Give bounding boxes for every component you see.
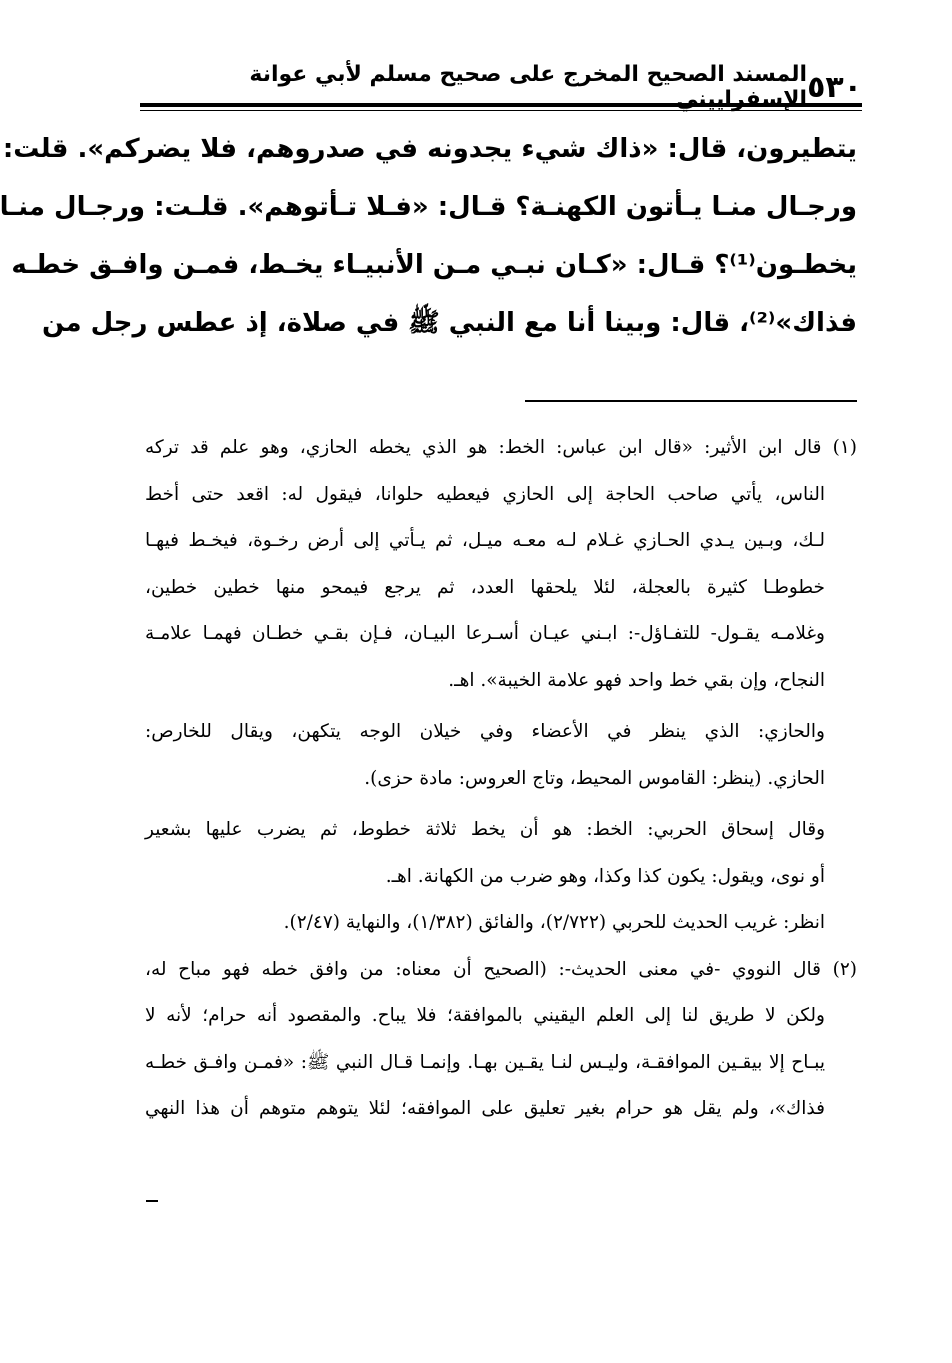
- footnote-separator: [525, 400, 857, 402]
- footnote-line: انظر: غريب الحديث للحربي (٢/٧٢٢)، والفائق (١/٣٨٢)، والنهاية (٢/٤٧).: [283, 912, 825, 933]
- footnote-line: النجاح، وإن بقي خط واحد فهو علامة الخيبة». اهـ.: [448, 669, 825, 691]
- running-title: المسند الصحيح المخرج على صحيح مسلم لأبي عوانة الإسفراييني: [249, 62, 808, 112]
- footnote-line: وقال إسحاق الحربي: الخط: هو أن يخط ثلاثة خطوط، ثم يضرب عليها بشعير: [145, 819, 825, 840]
- page-number: ٥٣٠: [807, 69, 862, 105]
- footnote-line: (٢) قال النووي -في معنى الحديث-: (الصحيح أن معناه: من وافق خطه فهو مباح له،: [145, 958, 857, 980]
- main-text-line: يخطـون⁽¹⁾؟ قـال: «كـان نبـي مـن الأنبيـاء يخـط، فمـن وافـق خطـه: [11, 250, 857, 280]
- header-rule: [140, 103, 862, 107]
- running-header: [140, 62, 862, 112]
- footnote-line: (١) قال ابن الأثير: «قال ابن عباس: الخط: هو الذي يخطه الحازي، وهو علم قد تركه: [145, 437, 857, 458]
- main-text-line: يتطيرون، قال: «ذاك شيء يجدونه في صدروهم، فلا يضركم». قلت:: [2, 134, 857, 164]
- footnote-line: وغلامـه يقـول- للتفـاؤل-: ابـني عيـان أسـرعا البيـان، فـإن بقـي خطـان فهمـا علامـة: [145, 623, 825, 644]
- continuation-mark: [146, 1200, 158, 1202]
- footnote-line: لـك، وبـين يـدي الحـازي غـلام لـه معـه ميـل، ثم يـأتي إلى أرض رخـوة، فيخـط فيهـا: [145, 530, 825, 551]
- main-text: [0, 120, 857, 352]
- header-rule-thin: [140, 110, 862, 111]
- main-text-line: ورجـال منـا يـأتون الكهنـة؟ قـال: «فـلا تـأتوهم». قلـت: ورجـال منـا: [0, 192, 857, 222]
- footnote-line: أو نوى، ويقول: يكون كذا وكذا، وهو ضرب من الكهانة. اهـ.: [385, 865, 825, 887]
- footnote-line: الناس، يأتي صاحب الحاجة إلى الحازي فيعطيه حلوانا، فيقول له: اقعد حتى أخط: [145, 483, 825, 505]
- footnote-line: الحازي. (ينظر: القاموس المحيط، وتاج العروس: مادة حزى).: [364, 767, 825, 789]
- main-text-line: فذاك»⁽²⁾، قال: وبينا أنا مع النبي ﷺ في صلاة، إذ عطس رجل من: [42, 308, 857, 338]
- footnote-line: خطوطـا كثيرة بالعجلة، لئلا يلحقها العدد، ثم يرجع فيمحو منها خطين خطين،: [145, 576, 825, 598]
- footnote-line: يبـاح إلا بيقـين الموافقـة، وليـس لنـا يقـين بهـا. وإنمـا قـال النبي ﷺ: «فمـن وافـق خطـه: [145, 1051, 825, 1073]
- footnote-line: والحازي: الذي ينظر في الأعضاء وفي خيلان الوجه يتكهن، ويقال للخارص:: [145, 721, 825, 742]
- footnotes: [145, 425, 857, 1133]
- footnote-line: فذاك»، ولم يقل هو حرام بغير تعليق على الموافقه؛ لئلا يتوهم متوهم أن هذا النهي: [145, 1098, 825, 1119]
- footnote-line: ولكن لا طريق لنا إلى العلم اليقيني بالموافقة؛ فلا يباح. والمقصود أنه حرام؛ لأنه لا: [145, 1005, 825, 1026]
